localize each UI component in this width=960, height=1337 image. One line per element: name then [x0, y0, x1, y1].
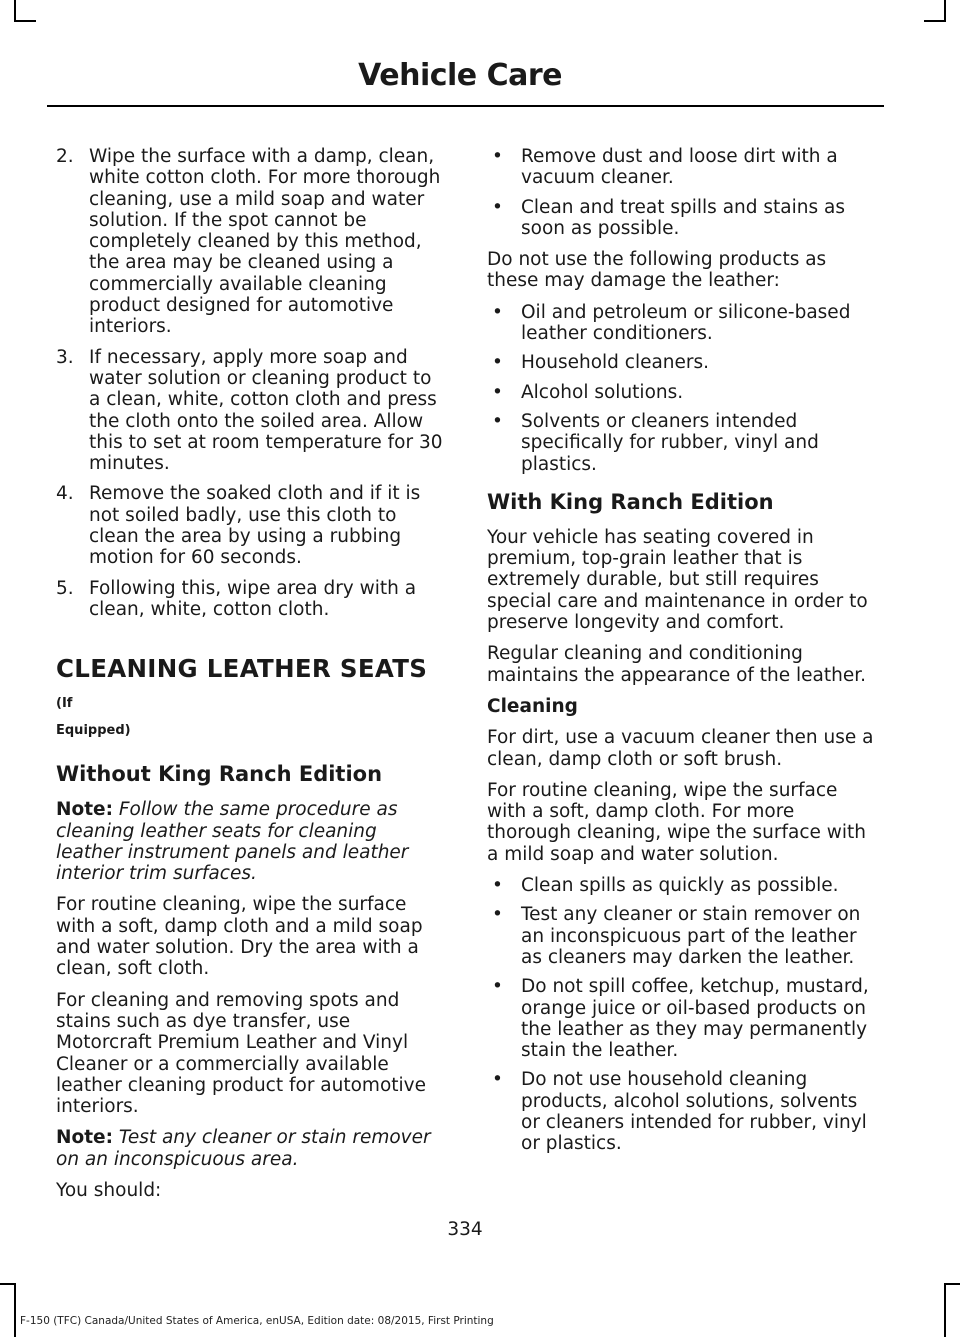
crop-mark — [944, 1283, 960, 1285]
subheading-with-king-ranch: With King Ranch Edition — [487, 489, 774, 514]
crop-mark — [14, 0, 16, 22]
bullet-glyph: • — [492, 301, 503, 323]
procedure-step — [56, 483, 448, 568]
section-title-suffix: (If — [56, 696, 73, 712]
bullet-glyph: • — [492, 976, 503, 998]
list-item — [487, 146, 879, 189]
crop-mark — [924, 20, 946, 22]
list-item — [487, 382, 879, 403]
note-text: Test any cleaner or stain remover on an inconspicuous area. — [56, 1127, 431, 1170]
footer-edition-text: F-150 (TFC) Canada/United States of America, enUSA, Edition date: 08/2015, First Printing — [20, 1315, 494, 1327]
right-column — [487, 146, 879, 1165]
list-item-text: Remove dust and loose dirt with a vacuum cleaner. — [521, 146, 838, 189]
list-item — [487, 1069, 879, 1154]
note-label: Note: — [56, 799, 113, 821]
bullet-glyph: • — [492, 1069, 503, 1091]
bullet-list — [487, 302, 879, 475]
step-text: Following this, wipe area dry with a clean, white, cotton cloth. — [89, 577, 417, 620]
crop-mark — [944, 1283, 946, 1337]
header-rule — [47, 105, 884, 107]
subheading-without-king-ranch: Without King Ranch Edition — [56, 762, 383, 787]
left-column — [56, 146, 448, 1211]
bullet-glyph: • — [492, 352, 503, 374]
body-paragraph: For cleaning and removing spots and stains such as dye transfer, use Motorcraft Premium Leather and Vinyl Cleaner or a commercially available leather cleaning product for automotive interiors. — [56, 989, 426, 1118]
bullet-glyph: • — [492, 381, 503, 403]
list-item-text: Clean and treat spills and stains as soon as possible. — [521, 196, 845, 239]
bullet-glyph: • — [492, 410, 503, 432]
list-item-text: Oil and petroleum or silicone-based leather conditioners. — [521, 301, 851, 345]
note-paragraph — [56, 1127, 448, 1170]
crop-mark — [14, 1283, 16, 1337]
body-paragraph: For routine cleaning, wipe the surface with a soft, damp cloth and a mild soap and water solution. Dry the area with a clean, soft cloth. — [56, 894, 423, 980]
step-number: 2. — [56, 146, 74, 167]
note-paragraph — [56, 799, 448, 884]
bullet-glyph: • — [492, 196, 503, 218]
body-paragraph: For dirt, use a vacuum cleaner then use a clean, damp cloth or soft brush. — [487, 727, 874, 770]
list-item — [487, 352, 879, 373]
note-text: Follow the same procedure as cleaning leather seats for cleaning leather instrument panels and leather interior trim surfaces. — [56, 799, 409, 885]
procedure-step — [56, 347, 448, 475]
step-text: Remove the soaked cloth and if it is not soiled badly, use this cloth to clean the area by using a rubbing motion for 60 seconds. — [89, 483, 421, 569]
list-item — [487, 976, 879, 1061]
subheading-cleaning: Cleaning — [487, 695, 578, 717]
body-paragraph: You should: — [56, 1179, 162, 1201]
procedure-step — [56, 578, 448, 621]
list-item — [487, 197, 879, 240]
bullet-glyph: • — [492, 875, 503, 897]
list-item-text: Solvents or cleaners intended specifically for rubber, vinyl and plastics. — [521, 410, 819, 475]
list-item — [487, 875, 879, 896]
list-item-text: Alcohol solutions. — [521, 381, 684, 403]
section-title-suffix-cont: Equipped) — [56, 723, 131, 739]
step-number: 3. — [56, 346, 74, 368]
bullet-glyph: • — [492, 146, 503, 167]
section-title-text: CLEANING LEATHER SEATS — [56, 654, 428, 684]
list-item-text: Do not use household cleaning products, alcohol solutions, solvents or cleaners intended for rubber, vinyl or plastics. — [521, 1069, 867, 1155]
body-paragraph: For routine cleaning, wipe the surface with a soft, damp cloth. For more thorough cleaning, wipe the surface with a mild soap and water solution. — [487, 779, 867, 865]
list-item — [487, 302, 879, 345]
body-paragraph: Your vehicle has seating covered in premium, top-grain leather that is extremely durable, but still requires special care and maintenance in order to preserve longevity and comfort. — [487, 526, 868, 634]
step-text: Wipe the surface with a damp, clean, white cotton cloth. For more thorough cleaning, use a mild soap and water solution. If the spot cannot be completely cleaned by this method, the area may be cleaned using a commercially available cleaning product designed for automotive interiors. — [89, 146, 441, 338]
procedure-steps — [56, 146, 448, 620]
list-item-text: Clean spills as quickly as possible. — [521, 875, 839, 897]
crop-mark — [944, 0, 946, 22]
bullet-glyph: • — [492, 904, 503, 926]
procedure-step — [56, 146, 448, 338]
section-title — [56, 654, 448, 719]
step-number: 4. — [56, 483, 74, 505]
list-item — [487, 904, 879, 968]
list-item — [487, 411, 879, 475]
step-text: If necessary, apply more soap and water solution or cleaning product to a clean, white, cotton cloth and press the cloth onto the soiled area. Allow this to set at room temperature for 30 minutes. — [89, 346, 443, 475]
page-number: 334 — [447, 1219, 483, 1240]
note-label: Note: — [56, 1127, 113, 1149]
crop-mark — [0, 1283, 16, 1285]
page-header-title: Vehicle Care — [358, 58, 562, 93]
list-item-text: Do not spill coffee, ketchup, mustard, orange juice or oil-based products on the leather as they may permanently stain the leather. — [521, 976, 869, 1062]
bullet-list — [487, 146, 879, 239]
step-number: 5. — [56, 577, 74, 599]
bullet-list — [487, 875, 879, 1155]
list-item-text: Household cleaners. — [521, 352, 710, 374]
crop-mark — [14, 20, 36, 22]
body-paragraph: Do not use the following products as these may damage the leather: — [487, 249, 827, 292]
body-paragraph: Regular cleaning and conditioning maintains the appearance of the leather. — [487, 643, 867, 686]
list-item-text: Test any cleaner or stain remover on an inconspicuous part of the leather as cleaners may darken the leather. — [521, 904, 861, 968]
